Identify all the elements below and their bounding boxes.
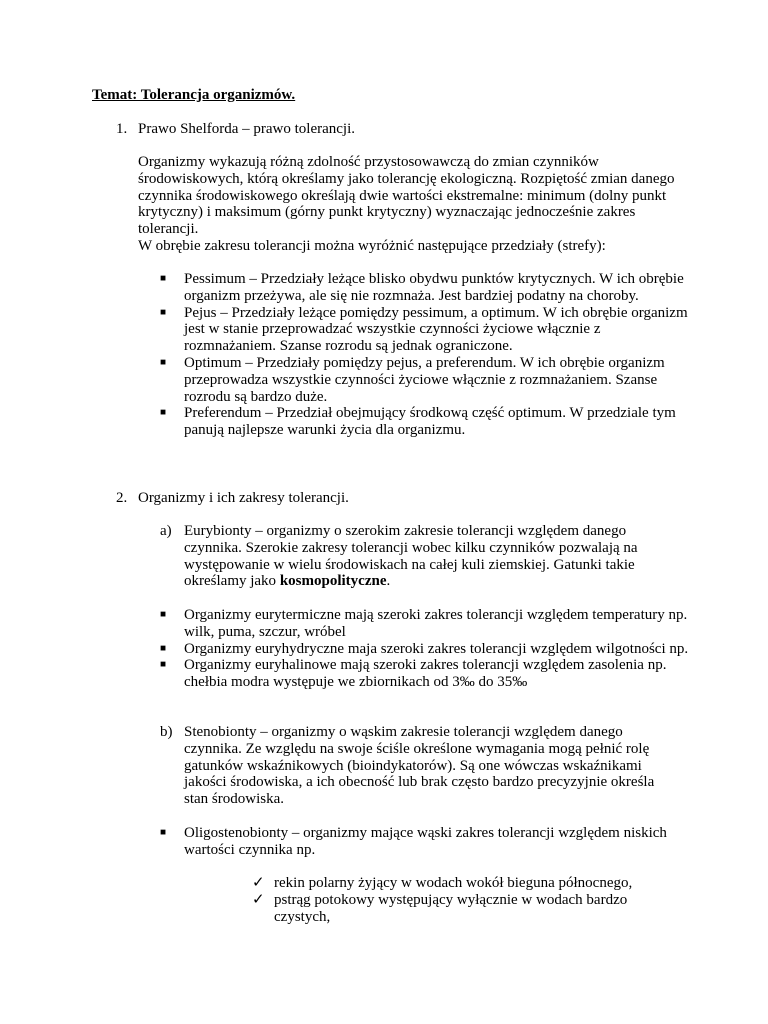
section1-number: 1. (116, 121, 128, 137)
section1-heading (116, 121, 355, 138)
section1-heading-text: Prawo Shelforda – prawo tolerancji. (138, 121, 356, 137)
subsection-b (160, 724, 680, 808)
section1-paragraph-2: W obrębie zakresu tolerancji można wyróżnić następujące przedziały (strefy): (138, 237, 606, 254)
section2-heading (116, 490, 349, 507)
bold-term: kosmopolityczne (279, 573, 387, 590)
subsection-b-bullet-list (160, 825, 690, 859)
section2-number: 2. (116, 490, 128, 506)
list-item: ■ Pejus – Przedziały leżące pomiędzy pessimum, a optimum. W ich obrębie organizm jest w stanie przeprowadzać wszystkie czynności życiowe włącznie z rozmnażaniem. Szanse rozrodu są jednak ograniczone. (160, 304, 688, 355)
subsection-a-label: a) (160, 523, 172, 539)
subsection-b-text: Stenobionty – organizmy o wąskim zakresie tolerancji względem danego czynnika. Ze względu na swoje ściśle określone wymagania mogą pełnić rolę gatunków wskaźnikowych (bioindykatorów). Są one wówczas wskaźnikami jakości środowiska, a ich obecność lub brak często bardzo precyzyjnie określa stan środowiska. (184, 724, 655, 808)
subsection-a-text: Eurybionty – organizmy o szerokim zakresie tolerancji względem danego czynnika. Szerokie zakresy tolerancji wobec kilku czynników pozwalają na występowanie w wielu środowiskach na całej kuli ziemskiej. Gatunki takie określamy jako kosmopolityczne. (184, 523, 638, 590)
checkmark-icon: ✓ (252, 891, 265, 908)
section2-heading-text: Organizmy i ich zakresy tolerancji. (138, 490, 349, 506)
square-bullet-icon: ■ (160, 642, 167, 654)
list-item: ■ Organizmy euryhalinowe mają szeroki zakres tolerancji względem zasolenia np. chełbia modra występuje we zbiornikach od 3‰ do 35‰ (160, 657, 667, 691)
list-item: ■ Oligostenobionty – organizmy mające wąski zakres tolerancji względem niskich wartości czynnika np. (160, 825, 667, 858)
section1-paragraph: Organizmy wykazują różną zdolność przystosowawczą do zmian czynników środowiskowych, którą określamy jako tolerancję ekologiczną. Rozpiętość zmian danego czynnika środowiskowego określają dwie wartości ekstremalne: minimum (dolny punkt krytyczny) i maksimum (górny punkt krytyczny) wyznaczając jednocześnie zakres tolerancji. (138, 154, 675, 238)
document-title: Temat: Tolerancja organizmów. (92, 87, 296, 103)
list-item: ✓ rekin polarny żyjący w wodach wokół bieguna północnego, (252, 875, 633, 891)
example-check-list (252, 875, 672, 925)
subsection-a (160, 523, 680, 590)
subsection-a-bullet-list (160, 607, 690, 691)
list-item: ■ Optimum – Przedziały pomiędzy pejus, a preferendum. W ich obrębie organizm przeprowadza wszystkie czynności życiowe włącznie z rozmnażaniem. Szanse rozrodu są bardzo duże. (160, 354, 665, 405)
square-bullet-icon: ■ (160, 407, 167, 419)
section1-bullet-list (160, 271, 690, 439)
list-item: ■ Preferendum – Przedział obejmujący środkową część optimum. W przedziale tym panują najlepsze warunki życia dla organizmu. (160, 405, 676, 439)
square-bullet-icon: ■ (160, 609, 167, 620)
square-bullet-icon: ■ (160, 356, 167, 368)
subsection-b-label: b) (160, 724, 173, 740)
list-item: ■ Organizmy euryhydryczne maja szeroki zakres tolerancji względem wilgotności np. (160, 640, 689, 657)
square-bullet-icon: ■ (160, 273, 167, 284)
square-bullet-icon: ■ (160, 306, 167, 318)
section1-intro (138, 154, 698, 255)
list-item: ✓ pstrąg potokowy występujący wyłącznie w wodach bardzo czystych, (252, 891, 628, 925)
square-bullet-icon: ■ (160, 659, 167, 671)
square-bullet-icon: ■ (160, 827, 167, 838)
list-item: ■ Pessimum – Przedziały leżące blisko obydwu punktów krytycznych. W ich obrębie organizm przeżywa, ale się nie rozmnaża. Jest bardziej podatny na choroby. (160, 271, 684, 304)
checkmark-icon: ✓ (252, 875, 265, 891)
list-item: ■ Organizmy eurytermiczne mają szeroki zakres tolerancji względem temperatury np. wilk, puma, szczur, wróbel (160, 607, 688, 640)
